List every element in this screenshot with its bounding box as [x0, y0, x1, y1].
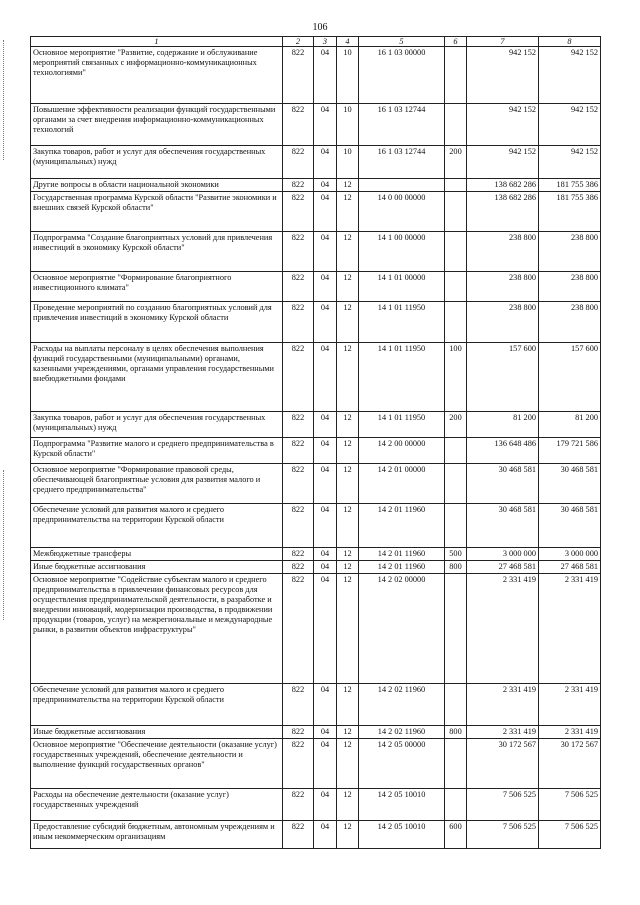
target-code-cell: 16 1 03 12744 [359, 146, 445, 179]
table-row [31, 739, 601, 789]
code-cell: 822 [283, 47, 314, 104]
name-cell: Закупка товаров, работ и услуг для обеспечения государственных (муниципальных) нужд [31, 412, 283, 438]
subsection-cell: 10 [337, 146, 359, 179]
expense-type-cell: 800 [445, 726, 467, 739]
amount-cell-col8: 238 800 [539, 302, 601, 343]
table-row [31, 684, 601, 726]
section-cell: 04 [314, 192, 337, 232]
subsection-cell: 12 [337, 504, 359, 548]
name-cell: Основное мероприятие "Содействие субъектам малого и среднего предпринимательства в привлечении финансовых ресурсов для осуществления предпринимательской деятельности, в разработке и внедрении инноваций, модернизации производства, в продвижении продукции (товаров, услуг) на межрегиональные и международные рынки, в развитии объектов инфраструктуры" [31, 574, 283, 684]
expense-type-cell: 200 [445, 412, 467, 438]
subsection-cell: 10 [337, 104, 359, 146]
amount-cell-col8: 3 000 000 [539, 548, 601, 561]
amount-cell-col8: 30 172 567 [539, 739, 601, 789]
code-cell: 822 [283, 412, 314, 438]
column-number-header: 1 [31, 37, 283, 47]
section-cell: 04 [314, 232, 337, 272]
name-cell: Закупка товаров, работ и услуг для обеспечения государственных (муниципальных) нужд [31, 146, 283, 179]
code-cell: 822 [283, 548, 314, 561]
table-row [31, 47, 601, 104]
name-cell: Подпрограмма "Создание благоприятных условий для привлечения инвестиций в экономику Курской области" [31, 232, 283, 272]
amount-cell-col7: 157 600 [467, 343, 539, 412]
amount-cell-col7: 238 800 [467, 302, 539, 343]
expense-type-cell [445, 574, 467, 684]
table-body [31, 47, 601, 849]
subsection-cell: 12 [337, 726, 359, 739]
table-row [31, 548, 601, 561]
subsection-cell: 12 [337, 561, 359, 574]
table-row [31, 146, 601, 179]
code-cell: 822 [283, 561, 314, 574]
section-cell: 04 [314, 438, 337, 464]
subsection-cell: 12 [337, 548, 359, 561]
name-cell: Основное мероприятие "Формирование благоприятного инвестиционного климата" [31, 272, 283, 302]
table-row [31, 343, 601, 412]
subsection-cell: 10 [337, 47, 359, 104]
amount-cell-col7: 136 648 486 [467, 438, 539, 464]
code-cell: 822 [283, 192, 314, 232]
code-cell: 822 [283, 726, 314, 739]
table-row [31, 789, 601, 821]
code-cell: 822 [283, 821, 314, 849]
name-cell: Основное мероприятие "Обеспечение деятельности (оказание услуг) государственных учреждений, обеспечение деятельности и выполнение функций государственных органов" [31, 739, 283, 789]
amount-cell-col7: 30 468 581 [467, 504, 539, 548]
section-cell: 04 [314, 272, 337, 302]
amount-cell-col8: 7 506 525 [539, 789, 601, 821]
table-row [31, 504, 601, 548]
target-code-cell: 14 2 00 00000 [359, 438, 445, 464]
table-row [31, 232, 601, 272]
code-cell: 822 [283, 343, 314, 412]
column-number-header: 7 [467, 37, 539, 47]
amount-cell-col7: 30 172 567 [467, 739, 539, 789]
amount-cell-col8: 30 468 581 [539, 464, 601, 504]
name-cell: Основное мероприятие "Формирование правовой среды, обеспечивающей благоприятные условия для развития малого и среднего предпринимательства" [31, 464, 283, 504]
name-cell: Подпрограмма "Развитие малого и среднего предпринимательства в Курской области" [31, 438, 283, 464]
amount-cell-col8: 181 755 386 [539, 192, 601, 232]
code-cell: 822 [283, 104, 314, 146]
name-cell: Межбюджетные трансферы [31, 548, 283, 561]
amount-cell-col8: 7 506 525 [539, 821, 601, 849]
table-row [31, 574, 601, 684]
code-cell: 822 [283, 146, 314, 179]
table-row [31, 192, 601, 232]
subsection-cell: 12 [337, 412, 359, 438]
code-cell: 822 [283, 739, 314, 789]
column-number-header: 2 [283, 37, 314, 47]
section-cell: 04 [314, 548, 337, 561]
code-cell: 822 [283, 684, 314, 726]
amount-cell-col8: 942 152 [539, 47, 601, 104]
target-code-cell: 14 1 01 00000 [359, 272, 445, 302]
amount-cell-col8: 181 755 386 [539, 179, 601, 192]
name-cell: Обеспечение условий для развития малого и среднего предпринимательства на территории Курской области [31, 504, 283, 548]
expense-type-cell [445, 438, 467, 464]
target-code-cell: 14 1 01 11950 [359, 302, 445, 343]
name-cell: Предоставление субсидий бюджетным, автономным учреждениям и иным некоммерческим организациям [31, 821, 283, 849]
amount-cell-col7: 2 331 419 [467, 574, 539, 684]
amount-cell-col7: 138 682 286 [467, 179, 539, 192]
amount-cell-col7: 30 468 581 [467, 464, 539, 504]
amount-cell-col8: 942 152 [539, 104, 601, 146]
table-row [31, 302, 601, 343]
section-cell: 04 [314, 146, 337, 179]
section-cell: 04 [314, 504, 337, 548]
amount-cell-col7: 2 331 419 [467, 684, 539, 726]
amount-cell-col8: 2 331 419 [539, 574, 601, 684]
table-row [31, 726, 601, 739]
amount-cell-col7: 238 800 [467, 272, 539, 302]
table-row [31, 464, 601, 504]
amount-cell-col8: 2 331 419 [539, 684, 601, 726]
expense-type-cell: 100 [445, 343, 467, 412]
target-code-cell: 14 2 01 11960 [359, 561, 445, 574]
section-cell: 04 [314, 343, 337, 412]
amount-cell-col8: 30 468 581 [539, 504, 601, 548]
subsection-cell: 12 [337, 821, 359, 849]
subsection-cell: 12 [337, 684, 359, 726]
amount-cell-col8: 179 721 586 [539, 438, 601, 464]
expense-type-cell [445, 232, 467, 272]
section-cell: 04 [314, 561, 337, 574]
table-row [31, 561, 601, 574]
section-cell: 04 [314, 739, 337, 789]
name-cell: Иные бюджетные ассигнования [31, 726, 283, 739]
target-code-cell: 14 2 02 11960 [359, 726, 445, 739]
subsection-cell: 12 [337, 272, 359, 302]
code-cell: 822 [283, 179, 314, 192]
section-cell: 04 [314, 179, 337, 192]
column-number-header: 3 [314, 37, 337, 47]
amount-cell-col7: 27 468 581 [467, 561, 539, 574]
amount-cell-col8: 81 200 [539, 412, 601, 438]
expense-type-cell [445, 179, 467, 192]
section-cell: 04 [314, 789, 337, 821]
page-number: 106 [312, 22, 328, 33]
expense-type-cell: 200 [445, 146, 467, 179]
code-cell: 822 [283, 232, 314, 272]
target-code-cell: 14 2 01 11960 [359, 504, 445, 548]
amount-cell-col7: 81 200 [467, 412, 539, 438]
name-cell: Повышение эффективности реализации функций государственными органами за счет внедрения информационно-коммуникационных технологий [31, 104, 283, 146]
subsection-cell: 12 [337, 343, 359, 412]
column-number-header: 5 [359, 37, 445, 47]
code-cell: 822 [283, 272, 314, 302]
column-number-header: 6 [445, 37, 467, 47]
target-code-cell: 14 2 05 00000 [359, 739, 445, 789]
expense-type-cell [445, 272, 467, 302]
subsection-cell: 12 [337, 789, 359, 821]
expense-type-cell: 600 [445, 821, 467, 849]
section-cell: 04 [314, 684, 337, 726]
target-code-cell: 14 2 01 11960 [359, 548, 445, 561]
amount-cell-col7: 238 800 [467, 232, 539, 272]
expense-type-cell [445, 684, 467, 726]
binding-mark [3, 40, 7, 160]
name-cell: Иные бюджетные ассигнования [31, 561, 283, 574]
amount-cell-col8: 942 152 [539, 146, 601, 179]
target-code-cell: 14 2 02 11960 [359, 684, 445, 726]
target-code-cell: 14 0 00 00000 [359, 192, 445, 232]
amount-cell-col7: 7 506 525 [467, 821, 539, 849]
target-code-cell: 16 1 03 00000 [359, 47, 445, 104]
section-cell: 04 [314, 821, 337, 849]
target-code-cell: 14 1 01 11950 [359, 343, 445, 412]
amount-cell-col8: 27 468 581 [539, 561, 601, 574]
amount-cell-col7: 942 152 [467, 146, 539, 179]
section-cell: 04 [314, 574, 337, 684]
amount-cell-col7: 942 152 [467, 47, 539, 104]
section-cell: 04 [314, 47, 337, 104]
target-code-cell: 14 2 05 10010 [359, 821, 445, 849]
code-cell: 822 [283, 438, 314, 464]
target-code-cell: 14 1 00 00000 [359, 232, 445, 272]
section-cell: 04 [314, 104, 337, 146]
target-code-cell: 14 2 01 00000 [359, 464, 445, 504]
subsection-cell: 12 [337, 192, 359, 232]
subsection-cell: 12 [337, 574, 359, 684]
amount-cell-col8: 238 800 [539, 272, 601, 302]
table-row [31, 412, 601, 438]
section-cell: 04 [314, 412, 337, 438]
section-cell: 04 [314, 464, 337, 504]
section-cell: 04 [314, 302, 337, 343]
table-row [31, 438, 601, 464]
table-row [31, 104, 601, 146]
target-code-cell: 14 2 05 10010 [359, 789, 445, 821]
subsection-cell: 12 [337, 739, 359, 789]
table-row [31, 821, 601, 849]
name-cell: Проведение мероприятий по созданию благоприятных условий для привлечения инвестиций в экономику Курской области [31, 302, 283, 343]
amount-cell-col8: 157 600 [539, 343, 601, 412]
target-code-cell: 16 1 03 12744 [359, 104, 445, 146]
amount-cell-col7: 3 000 000 [467, 548, 539, 561]
name-cell: Обеспечение условий для развития малого и среднего предпринимательства на территории Курской области [31, 684, 283, 726]
subsection-cell: 12 [337, 464, 359, 504]
name-cell: Расходы на обеспечение деятельности (оказание услуг) государственных учреждений [31, 789, 283, 821]
budget-table [30, 36, 601, 849]
code-cell: 822 [283, 574, 314, 684]
column-number-header: 8 [539, 37, 601, 47]
subsection-cell: 12 [337, 302, 359, 343]
subsection-cell: 12 [337, 179, 359, 192]
target-code-cell [359, 179, 445, 192]
subsection-cell: 12 [337, 232, 359, 272]
name-cell: Расходы на выплаты персоналу в целях обеспечения выполнения функций государственными (муниципальными) органами, казенными учреждениями, органами управления государственными внебюджетными фондами [31, 343, 283, 412]
code-cell: 822 [283, 504, 314, 548]
expense-type-cell [445, 464, 467, 504]
section-cell: 04 [314, 726, 337, 739]
subsection-cell: 12 [337, 438, 359, 464]
expense-type-cell [445, 47, 467, 104]
expense-type-cell: 500 [445, 548, 467, 561]
expense-type-cell [445, 104, 467, 146]
column-number-row [31, 37, 601, 47]
amount-cell-col8: 2 331 419 [539, 726, 601, 739]
amount-cell-col7: 7 506 525 [467, 789, 539, 821]
name-cell: Другие вопросы в области национальной экономики [31, 179, 283, 192]
code-cell: 822 [283, 789, 314, 821]
amount-cell-col7: 942 152 [467, 104, 539, 146]
binding-mark [3, 470, 7, 620]
table-row [31, 179, 601, 192]
target-code-cell: 14 1 01 11950 [359, 412, 445, 438]
expense-type-cell [445, 739, 467, 789]
expense-type-cell [445, 789, 467, 821]
expense-type-cell: 800 [445, 561, 467, 574]
amount-cell-col8: 238 800 [539, 232, 601, 272]
expense-type-cell [445, 192, 467, 232]
name-cell: Основное мероприятие "Развитие, содержание и обслуживание мероприятий связанных с информационно-коммуникационных технологиями" [31, 47, 283, 104]
column-number-header: 4 [337, 37, 359, 47]
table-row [31, 272, 601, 302]
amount-cell-col7: 2 331 419 [467, 726, 539, 739]
code-cell: 822 [283, 302, 314, 343]
target-code-cell: 14 2 02 00000 [359, 574, 445, 684]
name-cell: Государственная программа Курской области "Развитие экономики и внешних связей Курской области" [31, 192, 283, 232]
expense-type-cell [445, 504, 467, 548]
code-cell: 822 [283, 464, 314, 504]
expense-type-cell [445, 302, 467, 343]
amount-cell-col7: 138 682 286 [467, 192, 539, 232]
